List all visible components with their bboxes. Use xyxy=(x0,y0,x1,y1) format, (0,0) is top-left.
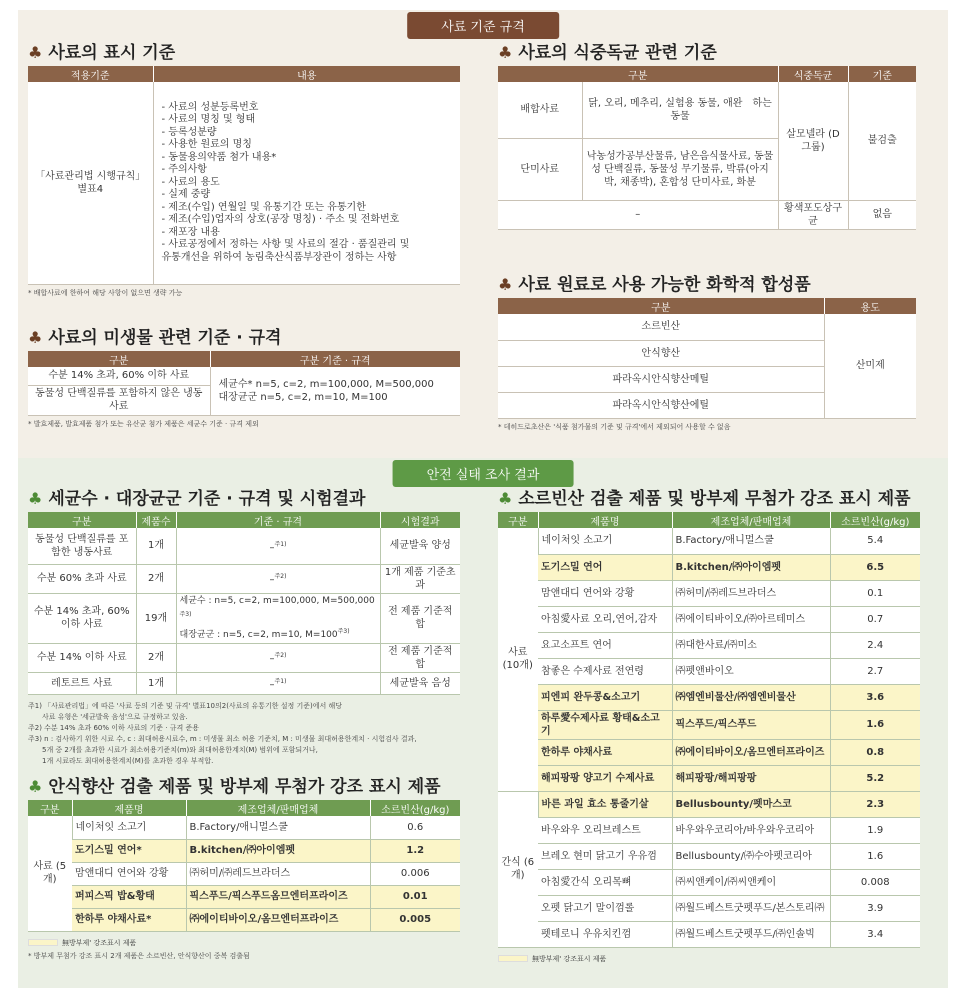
synthetic-block xyxy=(498,272,916,433)
table-row: 도기스밀 연어 B.kitchen/㈜아이엠펫 6.5 xyxy=(498,554,920,580)
feed-standards-section xyxy=(18,10,948,458)
display-items: - 사료의 성분등록번호 - 사료의 명칭 및 형태 - 등록성분량 - 사용한 원료의 명칭 - 동물용의약품 첨가 내용* - 주의사항 - 사료의 용도 - 실제 중량 - 제조(수입) 연월일 및 유통기간 또는 유통기한 - 제조(수입)업자의 상호(공장 명칭) · 주소 및 전화번호 - 재포장 내용 - 사료공정에서 정하는 사항 및 사료의 절감 · 품질관리 및 유통개선을 위하여 농림축산식품부장관이 정하는 사항 xyxy=(153,82,460,284)
table-row: 맘앤대디 연어와 강황 ㈜허미/㈜레드브라더스 0.1 xyxy=(498,580,920,606)
club-icon: ♣ xyxy=(28,489,43,508)
table-row: 아침愛사료 오리,연어,감자 ㈜에이티바이오/㈜아르테미스 0.7 xyxy=(498,606,920,632)
table-row: 펫테로니 우유치킨껌 ㈜월드베스트굿펫푸드/㈜인솔빅 3.4 xyxy=(498,921,920,947)
table-row: 한하루 야채사료 ㈜에이티바이오/옴므엔터프라이즈 0.8 xyxy=(498,739,920,765)
sorbic-legend: 無방부제' 강조표시 제품 xyxy=(498,954,920,964)
club-icon: ♣ xyxy=(498,275,513,294)
table-row: 수분 60% 초과 사료 2개 –$^{주2)}$ 1개 제품 기준초과 xyxy=(28,564,460,593)
display-standard-block xyxy=(28,40,460,299)
club-icon: ♣ xyxy=(28,328,43,347)
sorbic-table: 구분 제품명 제조업체/판매업체 소르빈산(g/kg) 사료 (10개) 네이처잇 소고기 B.Factory/애니멀스쿨 5.4 도기스밀 연어 B.kitchen/㈜아이엠펫 6.5 맘앤대디 연어와 강황 ㈜허미/㈜레드브라더스 0.1 아침愛사료 오리,연어,감자 ㈜에이티바이오/㈜아르테미스 0.7 요고소프트 연어 ㈜대한사료/㈜미소 2.4 참좋은 수제사료 전연령 ㈜펫앤바이오 2.7 피엔피 완두콩&소고기 ㈜엠엔비물산/㈜엠엔비물산 3.6 하루愛수제사료 황태&소고기 픽스푸드/픽스푸드 1.6 한하루 야채사료 ㈜에이티바이오/옴므엔터프라이즈 0.8 해피팡팡 양고기 수제사료 해피팡팡/해피팡팡 5.2 간식 (6개) 바른 과일 효소 통줄기살 Bellusbounty/펫마스코 2.3 바우와우 오리브레스트 바우와우코리아/바우와우코리아 1.9 브레오 현미 닭고기 우유껌 Bellusbounty/㈜수아펫코리아 1.6 아침愛간식 오리목뼈 ㈜씨앤케이/㈜씨앤케이 0.008 오펫 닭고기 말이껌롤 ㈜월드베스트굿펫푸드/본스토리㈜ 3.9 펫테로니 우유치킨껌 ㈜월드베스트굿펫푸드/㈜인솔빅 3.4 xyxy=(498,512,920,948)
micro-standard-block xyxy=(28,325,460,430)
benzoic-block xyxy=(28,774,460,962)
table-row: 한하루 야채사료* ㈜에이티바이오/옴므엔터프라이즈 0.005 xyxy=(28,908,460,931)
club-icon: ♣ xyxy=(498,43,513,62)
synthetic-title: ♣ 사료 원료로 사용 가능한 화학적 합성품 xyxy=(498,275,811,295)
toxin-table: 구분 식중독균 기준 배합사료 닭, 오리, 메추리, 실험용 동물, 애완 하는 동물 살모넬라 (D그룹) 불검출 단미사료 낙농성가공부산물류, 남은음식물사료, 동물성 단백질류, 동물성 무기물류, 박류(아지박, 채종박), 혼합성 단미사료, 화분 – 황색포도상구균 없음 xyxy=(498,66,916,230)
table-row: 레토르트 사료 1개 –$^{주1)}$ 세균발육 음성 xyxy=(28,672,460,694)
table-row: 참좋은 수제사료 전연령 ㈜펫앤바이오 2.7 xyxy=(498,658,920,684)
table-row: 퍼피스픽 밥&황태 픽스푸드/픽스푸드옴므엔터프라이즈 0.01 xyxy=(28,885,460,908)
display-title: ♣ 사료의 표시 기준 xyxy=(28,43,176,63)
club-icon: ♣ xyxy=(498,489,513,508)
sorbic-block xyxy=(498,486,920,964)
club-icon: ♣ xyxy=(28,43,43,62)
display-table: 적용기준 내용 「사료관리법 시행규칙」 별표4 - 사료의 성분등록번호 - 사료의 명칭 및 형태 - 등록성분량 - 사용한 원료의 명칭 - 동물용의약품 첨가 내용* - 주의사항 - 사료의 용도 - 실제 중량 - 제조(수입) 연월일 및 유통기간 또는 유통기한 - 제조(수입)업자의 상호(공장 명칭) · 주소 및 전화번호 - 재포장 내용 - 사료공정에서 정하는 사항 및 사료의 절감 · 품질관리 및 유통개선을 위하여 농림축산식품부장관이 정하는 사항 xyxy=(28,66,460,285)
display-note: * 배합사료에 한하여 해당 사항이 없으면 생략 가능 xyxy=(28,288,183,297)
table-row: 사료 (5개) 네이처잇 소고기 B.Factory/애니멀스쿨 0.6 xyxy=(28,816,460,839)
sorbic-title: ♣ 소르빈산 검출 제품 및 방부제 무첨가 강조 표시 제품 xyxy=(498,489,911,509)
micro-note: * 발효제품, 발효제품 첨가 또는 유산균 첨가 제품은 세균수 기준 · 규격 제외 xyxy=(28,419,259,428)
toxin-standard-block xyxy=(498,40,916,230)
bottom-banner: 안전 실태 조사 결과 xyxy=(393,460,574,487)
table-row: 바우와우 오리브레스트 바우와우코리아/바우와우코리아 1.9 xyxy=(498,817,920,843)
table-row: 피엔피 완두콩&소고기 ㈜엠엔비물산/㈜엠엔비물산 3.6 xyxy=(498,684,920,710)
benzoic-legend: 無방부제' 강조표시 제품 xyxy=(28,938,460,948)
bacteria-table: 구분 제품수 기준 · 규격 시험결과 동물성 단백질류를 포함한 냉동사료 1개 –$^{주1)}$ 세균발육 양성 수분 60% 초과 사료 2개 –$^{주2)}$ 1개 제품 기준초과 수분 14% 초과, 60% 이하 사료 19개 세균수 : n=5, c=2, m=100,000, $M=500,000^{주3)}$ 대장균군 : n=5, c=2, m=10, $M=100^{주3)}$ 전 제품 기준적합 수분 14% 이하 사료 2개 –$^{주2)}$ 전 제품 기준적합 레토르트 사료 1개 –$^{주1)}$ 세균발육 음성 xyxy=(28,512,460,695)
synthetic-note: * 데히드로초산은 '식품 첨가물의 기준 및 규격'에서 제외되어 사용할 수 없음 xyxy=(498,422,731,431)
table-row: 오펫 닭고기 말이껌롤 ㈜월드베스트굿펫푸드/본스토리㈜ 3.9 xyxy=(498,895,920,921)
table-row: 도기스밀 연어* B.kitchen/㈜아이엠펫 1.2 xyxy=(28,839,460,862)
synthetic-table: 구분 용도 소르빈산 산미제 안식향산 파라옥시안식향산메틸 파라옥시안식향산에틸 xyxy=(498,298,916,419)
table-row: 브레오 현미 닭고기 우유껌 Bellusbounty/㈜수아펫코리아 1.6 xyxy=(498,843,920,869)
table-row: 간식 (6개) 바른 과일 효소 통줄기살 Bellusbounty/펫마스코 2.3 xyxy=(498,791,920,817)
benzoic-title: ♣ 안식향산 검출 제품 및 방부제 무첨가 강조 표시 제품 xyxy=(28,777,441,797)
table-row: 해피팡팡 양고기 수제사료 해피팡팡/해피팡팡 5.2 xyxy=(498,765,920,791)
table-row: 아침愛간식 오리목뼈 ㈜씨앤케이/㈜씨앤케이 0.008 xyxy=(498,869,920,895)
benzoic-note: * 방부제 무첨가 강조 표시 2개 제품은 소르빈산, 안식향산이 중복 검출됨 xyxy=(28,951,250,960)
table-row: 사료 (10개) 네이처잇 소고기 B.Factory/애니멀스쿨 5.4 xyxy=(498,528,920,554)
micro-table: 구분 구분 기준 · 규격 수분 14% 초과, 60% 이하 사료 세균수* n=5, c=2, m=100,000, M=500,000 대장균군 n=5, c=2, m=10, M=100 동물성 단백질류를 포함하지 않은 냉동사료 xyxy=(28,351,460,416)
table-row: 수분 14% 초과, 60% 이하 사료 19개 세균수 : n=5, c=2, m=100,000, $M=500,000^{주3)}$ 대장균군 : n=5, c=2, m=10, $M=100^{주3)}$ 전 제품 기준적합 xyxy=(28,593,460,643)
bacteria-block xyxy=(28,486,460,767)
table-row: 하루愛수제사료 황태&소고기 픽스푸드/픽스푸드 1.6 xyxy=(498,710,920,739)
table-row: 요고소프트 연어 ㈜대한사료/㈜미소 2.4 xyxy=(498,632,920,658)
micro-title: ♣ 사료의 미생물 관련 기준 · 규격 xyxy=(28,328,282,348)
bacteria-title: ♣ 세균수 · 대장균군 기준 · 규격 및 시험결과 xyxy=(28,489,366,509)
bacteria-notes: 주1) 「사료관리법」에 따른 '사료 등의 기준 및 규격' 별표10의2(사료의 유통기한 설정 기준)에서 해당 사료 유형은 '세균발육 음성'으로 규정하고 있음. 주2) 수분 14% 초과 60% 이하 사료의 기준 · 규격 준용 주3) n : 검사하기 위한 시료 수, c : 최대허용시료수, m : 미생물 최소 허용 기준치, M : 미생물 최대허용한계치 · 시험검사 결과, 5개 중 2개를 초과한 시료가 최소허용기준치(m)와 최대허용한계치(M) 범위에 포함되거나, 1개 시료라도 최대허용한계치(M)를 초과한 경우 부적합. xyxy=(28,701,417,765)
table-row: 동물성 단백질류를 포함한 냉동사료 1개 –$^{주1)}$ 세균발육 양성 xyxy=(28,528,460,564)
top-banner: 사료 기준 규격 xyxy=(407,12,559,39)
benzoic-table: 구분 제품명 제조업체/판매업체 소르빈산(g/kg) 사료 (5개) 네이처잇 소고기 B.Factory/애니멀스쿨 0.6 도기스밀 연어* B.kitchen/㈜아이엠펫 1.2 맘앤대디 연어와 강황 ㈜허미/㈜레드브라더스 0.006 퍼피스픽 밥&황태 픽스푸드/픽스푸드옴므엔터프라이즈 0.01 한하루 야채사료* ㈜에이티바이오/옴므엔터프라이즈 0.005 xyxy=(28,800,460,932)
club-icon: ♣ xyxy=(28,777,43,796)
table-row: 맘앤대디 연어와 강황 ㈜허미/㈜레드브라더스 0.006 xyxy=(28,862,460,885)
display-standard-cell: 「사료관리법 시행규칙」 별표4 xyxy=(28,82,153,284)
toxin-title: ♣ 사료의 식중독균 관련 기준 xyxy=(498,43,717,63)
table-row: 수분 14% 이하 사료 2개 –$^{주2)}$ 전 제품 기준적합 xyxy=(28,643,460,672)
safety-survey-section xyxy=(18,458,948,988)
